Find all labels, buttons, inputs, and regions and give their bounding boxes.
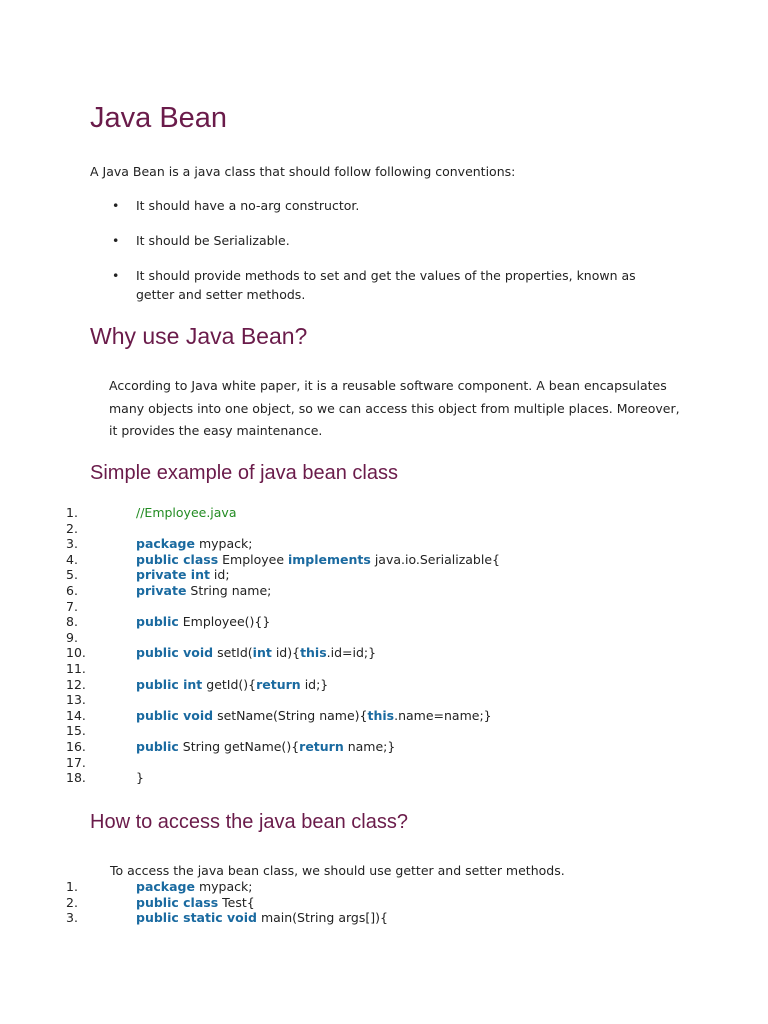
list-item: • It should provide methods to set and get the values of the properties, known as getter and setter methods. xyxy=(112,268,636,302)
line-number: 1. xyxy=(66,879,78,894)
code-token: Test{ xyxy=(218,894,255,910)
code-text xyxy=(136,505,237,521)
code-line xyxy=(0,910,768,926)
code-text xyxy=(136,739,395,755)
code-token: setId( xyxy=(213,645,253,661)
line-number: 3. xyxy=(66,910,78,926)
line-number: 13. xyxy=(66,692,86,708)
code-line xyxy=(0,661,768,677)
code-token: Employee xyxy=(218,551,288,567)
line-number: 1. xyxy=(66,505,78,520)
code-line xyxy=(0,583,768,599)
bullet-icon: • xyxy=(112,198,120,213)
code-keyword: int xyxy=(252,645,272,661)
code-line xyxy=(0,879,768,895)
code-keyword: package xyxy=(136,879,195,894)
list-item: • It should have a no-arg constructor. xyxy=(112,198,360,213)
code-keyword: private int xyxy=(136,567,210,583)
code-text xyxy=(136,708,492,724)
code-line xyxy=(0,723,768,739)
code-line xyxy=(0,770,768,786)
code-line xyxy=(0,755,768,771)
code-text xyxy=(136,567,230,583)
code-keyword: public class xyxy=(136,894,219,910)
line-number: 12. xyxy=(66,676,86,692)
code-token: String name; xyxy=(186,582,272,598)
page-title: Java Bean xyxy=(90,102,228,134)
code-text xyxy=(136,895,255,911)
intro-text: A Java Bean is a java class that should follow following conventions: xyxy=(90,164,516,179)
code-comment: //Employee.java xyxy=(136,505,237,520)
code-text xyxy=(136,583,271,599)
code-keyword: this xyxy=(300,645,327,661)
code-text xyxy=(136,910,388,926)
code-token: String getName(){ xyxy=(178,738,300,754)
code-line xyxy=(0,739,768,755)
code-keyword: public void xyxy=(136,707,214,723)
code-keyword: private xyxy=(136,582,187,598)
code-text xyxy=(136,770,144,786)
code-keyword: public class xyxy=(136,551,219,567)
code-token: .id=id;} xyxy=(326,645,377,661)
list-item: • It should be Serializable. xyxy=(112,233,290,248)
code-keyword: return xyxy=(256,676,301,692)
code-line xyxy=(0,645,768,661)
line-number: 16. xyxy=(66,738,86,754)
code-token: mypack; xyxy=(194,879,253,894)
code-text xyxy=(136,614,270,630)
code-line xyxy=(0,599,768,615)
code-line xyxy=(0,630,768,646)
code-keyword: public xyxy=(136,614,179,630)
code-keyword: public static void xyxy=(136,910,257,926)
code-line xyxy=(0,895,768,911)
code-text xyxy=(136,536,252,552)
code-text xyxy=(136,645,376,661)
code-keyword: this xyxy=(367,707,395,723)
line-number: 18. xyxy=(66,770,86,786)
access-paragraph: To access the java bean class, we should use getter and setter methods. xyxy=(110,863,565,878)
code-line xyxy=(0,521,768,537)
code-token: id; xyxy=(209,567,230,583)
code-keyword: public int xyxy=(136,676,203,692)
code-token: name;} xyxy=(343,738,396,754)
line-number: 4. xyxy=(66,551,78,567)
code-listing-test xyxy=(0,879,768,926)
code-token: } xyxy=(136,770,144,786)
code-token: .name=name;} xyxy=(394,707,492,723)
line-number: 8. xyxy=(66,614,78,630)
line-number: 6. xyxy=(66,582,78,598)
code-line xyxy=(0,505,768,521)
code-listing-employee xyxy=(0,505,768,786)
code-token: Employee(){} xyxy=(178,614,271,630)
code-line xyxy=(0,567,768,583)
why-heading: Why use Java Bean? xyxy=(90,323,308,349)
code-line xyxy=(0,536,768,552)
example-heading: Simple example of java bean class xyxy=(90,462,398,484)
access-heading: How to access the java bean class? xyxy=(90,811,408,833)
code-line xyxy=(0,677,768,693)
line-number: 7. xyxy=(66,598,78,614)
line-number: 11. xyxy=(66,660,86,676)
bullet-icon: • xyxy=(112,233,120,248)
line-number: 15. xyxy=(66,723,86,739)
code-text xyxy=(136,879,252,895)
line-number: 9. xyxy=(66,629,78,645)
code-keyword: implements xyxy=(288,551,371,567)
code-line xyxy=(0,552,768,568)
code-keyword: public void xyxy=(136,645,214,661)
code-keyword: public xyxy=(136,738,179,754)
code-keyword: package xyxy=(136,536,195,552)
code-token: id;} xyxy=(300,676,329,692)
line-number: 17. xyxy=(66,754,86,770)
code-token: getId(){ xyxy=(202,676,257,692)
line-number: 10. xyxy=(66,645,86,661)
code-line xyxy=(0,692,768,708)
code-token: main(String args[]){ xyxy=(256,910,388,926)
conventions-list xyxy=(112,196,672,320)
code-token: id){ xyxy=(271,645,301,661)
code-token: java.io.Serializable{ xyxy=(370,551,500,567)
line-number: 14. xyxy=(66,707,86,723)
bullet-icon: • xyxy=(112,268,120,283)
line-number: 3. xyxy=(66,536,78,552)
code-token: mypack; xyxy=(194,536,253,552)
code-text xyxy=(136,552,500,568)
line-number: 2. xyxy=(66,894,78,910)
code-token: setName(String name){ xyxy=(213,707,368,723)
line-number: 5. xyxy=(66,567,78,583)
code-text xyxy=(136,677,328,693)
line-number: 2. xyxy=(66,520,78,536)
code-line xyxy=(0,614,768,630)
code-keyword: return xyxy=(299,738,344,754)
why-paragraph: According to Java white paper, it is a reusable software component. A bean encapsulates many objects into one object, so we can access this object from multiple places. Moreover, it provides the easy maintenance. xyxy=(109,378,680,438)
code-line xyxy=(0,708,768,724)
